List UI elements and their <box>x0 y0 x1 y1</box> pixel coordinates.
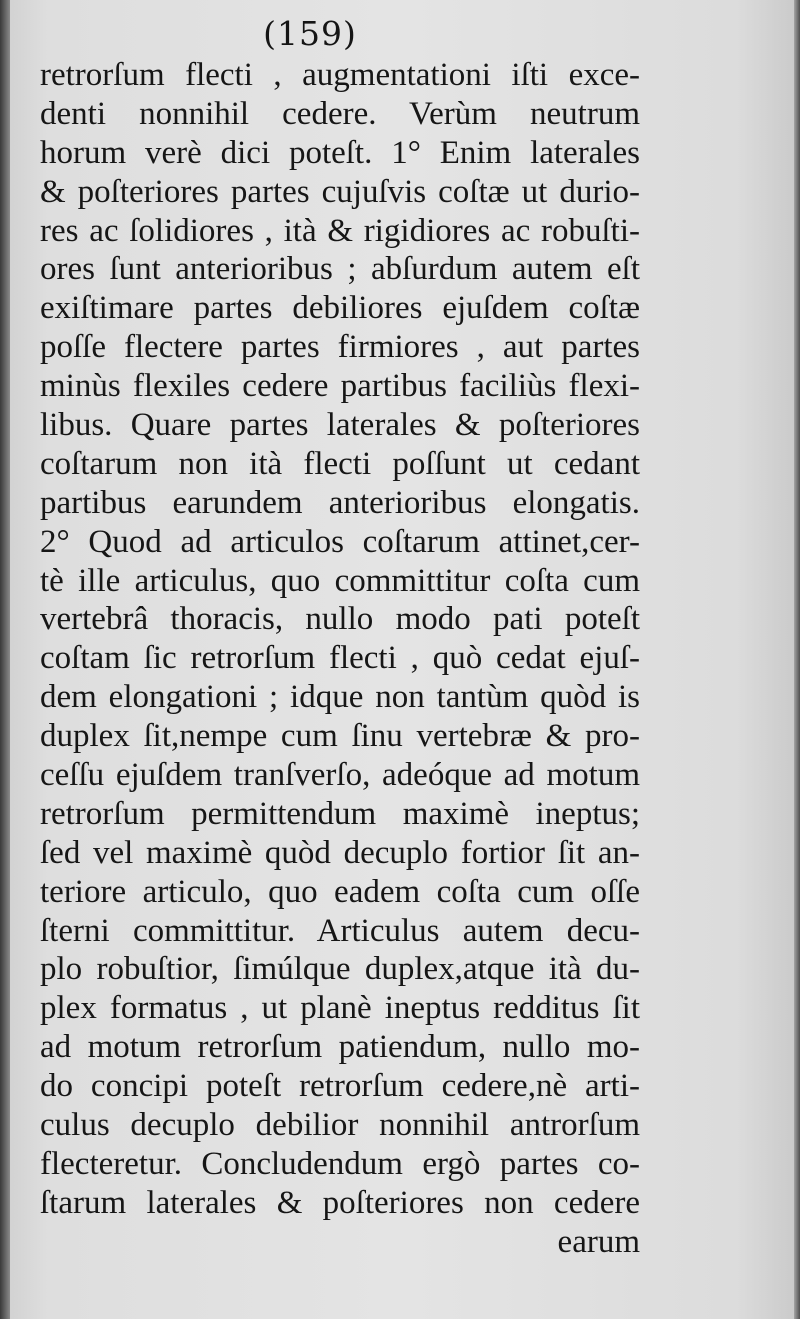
text-line: plex formatus , ut planè ineptus redditus ſit <box>40 990 640 1027</box>
text-line: partibus earundem anterioribus elongatis. <box>40 484 640 521</box>
text-line: exiſtimare partes debiliores ejuſdem coſtæ <box>40 290 640 327</box>
text-line: flecteretur. Concludendum ergò partes co- <box>40 1145 640 1182</box>
text-line: horum verè dici poteſt. 1° Enim laterales <box>40 134 640 171</box>
page-number: (159) <box>263 14 357 53</box>
text-line: poſſe flectere partes firmiores , aut partes <box>40 329 640 366</box>
text-line: do concipi poteſt retrorſum cedere,nè arti- <box>40 1068 640 1105</box>
text-line: & poſteriores partes cujuſvis coſtæ ut durio- <box>40 173 640 210</box>
text-line: ſterni committitur. Articulus autem decu- <box>40 912 640 949</box>
text-line: ſed vel maximè quòd decuplo fortior ſit an- <box>40 834 640 871</box>
text-line: res ac ſolidiores , ità & rigidiores ac robuſti- <box>40 212 640 249</box>
text-line: minùs flexiles cedere partibus faciliùs flexi- <box>40 368 640 405</box>
text-line: ceſſu ejuſdem tranſverſo, adeóque ad motum <box>40 757 640 794</box>
text-line: dem elongationi ; idque non tantùm quòd is <box>40 679 640 716</box>
text-line: plo robuſtior, ſimúlque duplex,atque ità du- <box>40 951 640 988</box>
text-line: duplex ſit,nempe cum ſinu vertebræ & pro- <box>40 718 640 755</box>
body-text <box>40 56 640 1262</box>
text-line: retrorſum permittendum maximè ineptus; <box>40 795 640 832</box>
text-line: teriore articulo, quo eadem coſta cum oſſe <box>40 873 640 910</box>
text-line: ſtarum laterales & poſteriores non cedere <box>40 1184 640 1221</box>
text-line: 2° Quod ad articulos coſtarum attinet,cer- <box>40 523 640 560</box>
text-line: culus decuplo debilior nonnihil antrorſum <box>40 1107 640 1144</box>
text-line: ad motum retrorſum patiendum, nullo mo- <box>40 1029 640 1066</box>
text-line: libus. Quare partes laterales & poſteriores <box>40 407 640 444</box>
text-line: coſtarum non ità flecti poſſunt ut cedant <box>40 445 640 482</box>
text-line: tè ille articulus, quo committitur coſta cum <box>40 562 640 599</box>
text-line: ores ſunt anterioribus ; abſurdum autem eſt <box>40 251 640 288</box>
catchword: earum <box>557 1223 640 1260</box>
text-line: denti nonnihil cedere. Verùm neutrum <box>40 95 640 132</box>
text-line: coſtam ſic retrorſum flecti , quò cedat ejuſ- <box>40 640 640 677</box>
text-line: retrorſum flecti , augmentationi iſti exce- <box>40 57 640 93</box>
text-line: vertebrâ thoracis, nullo modo pati poteſt <box>40 601 640 638</box>
